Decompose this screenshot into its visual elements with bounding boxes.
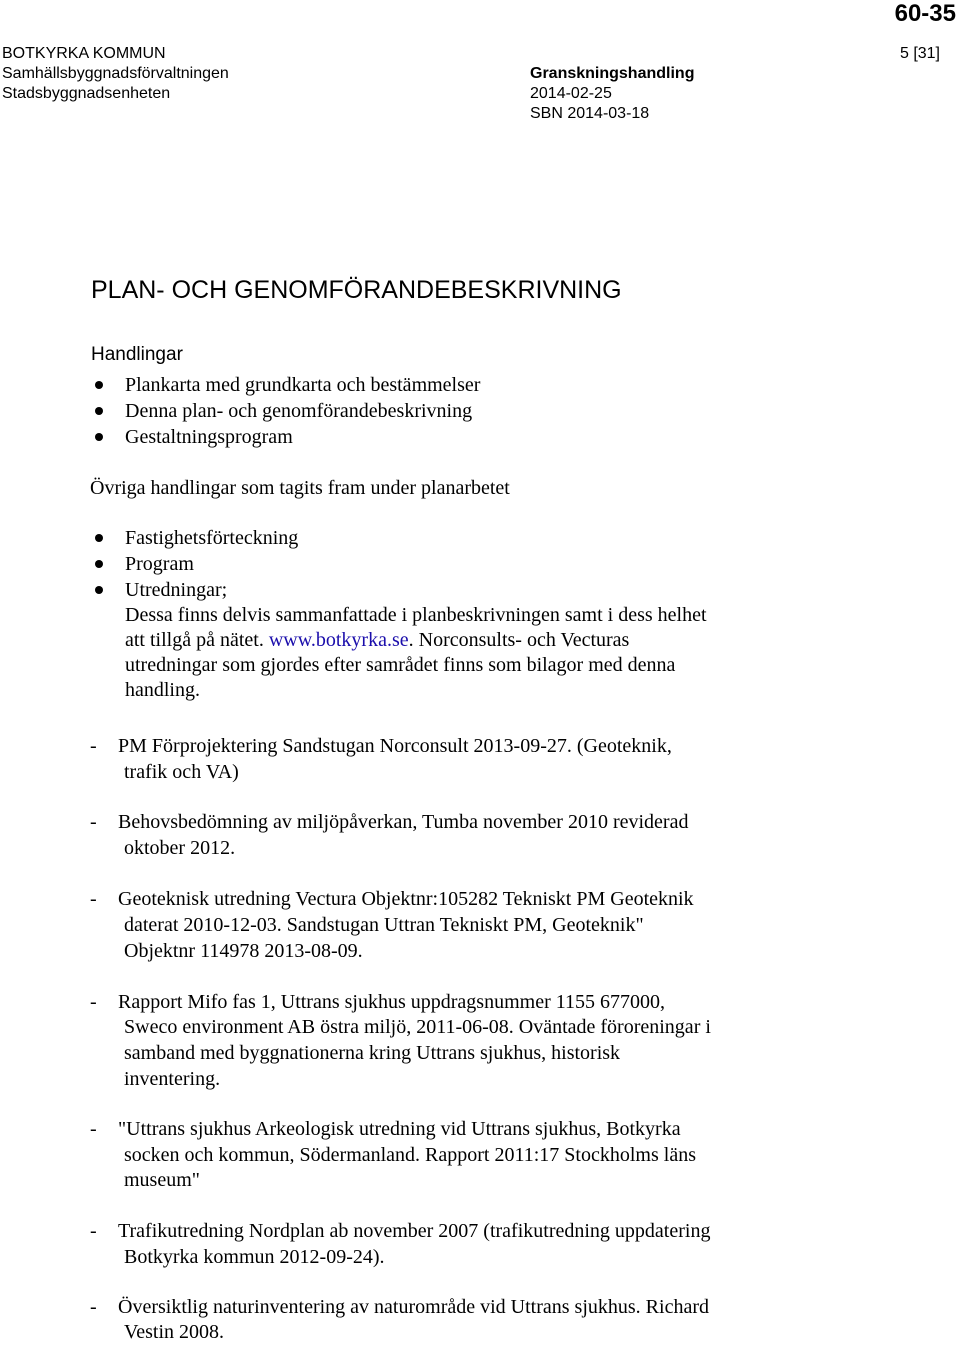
dash-icon: -	[90, 735, 97, 757]
reference-text: "Uttrans sjukhus Arkeologisk utredning vid Uttrans sjukhus, Botkyrka	[118, 1118, 681, 1140]
sbn-date: SBN 2014-03-18	[530, 105, 650, 122]
note-text: . Norconsults- och Vecturas	[408, 629, 630, 651]
unit-name: Stadsbyggnadsenheten	[2, 85, 171, 102]
reference-text: Trafikutredning Nordplan ab november 2007 (trafikutredning uppdatering	[118, 1220, 711, 1242]
note-line: Dessa finns delvis sammanfattade i planbeskrivningen samt i dess helhet	[125, 604, 707, 626]
reference-text: Botkyrka kommun 2012-09-24).	[124, 1246, 385, 1268]
document-date: 2014-02-25	[530, 85, 612, 102]
list-item-text: Utredningar;	[125, 579, 228, 601]
org-name: BOTKYRKA KOMMUN	[2, 45, 166, 62]
reference-text: trafik och VA)	[124, 761, 239, 783]
ovriga-intro: Övriga handlingar som tagits fram under planarbetet	[90, 477, 510, 499]
bullet-icon	[95, 560, 103, 568]
dash-icon: -	[90, 888, 97, 910]
document-number: 60-35	[894, 0, 956, 27]
bullet-icon	[95, 586, 103, 594]
list-item	[0, 424, 960, 450]
section-heading-handlingar: Handlingar	[91, 344, 183, 365]
note-line: handling.	[125, 679, 200, 701]
note-line-with-link	[125, 627, 629, 653]
reference-text: oktober 2012.	[124, 837, 236, 859]
document-status: Granskningshandling	[530, 65, 695, 82]
dash-icon: -	[90, 991, 97, 1013]
bullet-icon	[95, 381, 103, 389]
botkyrka-link[interactable]: www.botkyrka.se	[268, 629, 409, 651]
reference-text: PM Förprojektering Sandstugan Norconsult 2013-09-27. (Geoteknik,	[118, 735, 672, 757]
reference-text: Geoteknisk utredning Vectura Objektnr:105282 Tekniskt PM Geoteknik	[118, 888, 694, 910]
list-item	[0, 551, 960, 577]
bullet-icon	[95, 534, 103, 542]
reference-text: samband med byggnationerna kring Uttrans sjukhus, historisk	[124, 1042, 621, 1064]
list-item-text: Plankarta med grundkarta och bestämmelser	[125, 374, 481, 396]
dash-icon: -	[90, 1296, 97, 1318]
list-item	[0, 577, 960, 603]
reference-text: museum"	[124, 1169, 200, 1191]
note-line: utredningar som gjordes efter samrådet finns som bilagor med denna	[125, 654, 676, 676]
reference-text: Sweco environment AB östra miljö, 2011-06-08. Oväntade föroreningar i	[124, 1016, 711, 1038]
dash-icon: -	[90, 811, 97, 833]
reference-text: Vestin 2008.	[124, 1321, 224, 1343]
reference-text: Behovsbedömning av miljöpåverkan, Tumba november 2010 reviderad	[118, 811, 689, 833]
list-item-text: Fastighetsförteckning	[125, 527, 299, 549]
list-item-text: Gestaltningsprogram	[125, 426, 293, 448]
reference-text: Översiktlig naturinventering av naturområde vid Uttrans sjukhus. Richard	[118, 1296, 709, 1318]
page-title: PLAN- OCH GENOMFÖRANDEBESKRIVNING	[91, 276, 622, 304]
list-item-text: Denna plan- och genomförandebeskrivning	[125, 400, 473, 422]
list-item	[0, 372, 960, 398]
list-item	[0, 398, 960, 424]
dash-icon: -	[90, 1220, 97, 1242]
reference-text: socken och kommun, Södermanland. Rapport 2011:17 Stockholms läns	[124, 1144, 696, 1166]
list-item-text: Program	[125, 553, 194, 575]
reference-text: inventering.	[124, 1068, 221, 1090]
page-number: 5 [31]	[899, 45, 940, 62]
department-name: Samhällsbyggnadsförvaltningen	[2, 65, 229, 82]
bullet-icon	[95, 433, 103, 441]
reference-text: Rapport Mifo fas 1, Uttrans sjukhus uppdragsnummer 1155 677000,	[118, 991, 665, 1013]
list-item	[0, 525, 960, 551]
dash-icon: -	[90, 1118, 97, 1140]
reference-text: daterat 2010-12-03. Sandstugan Uttran Tekniskt PM, Geoteknik"	[124, 914, 644, 936]
note-text: att tillgå på nätet.	[125, 629, 269, 651]
bullet-icon	[95, 407, 103, 415]
reference-text: Objektnr 114978 2013-08-09.	[124, 940, 363, 962]
